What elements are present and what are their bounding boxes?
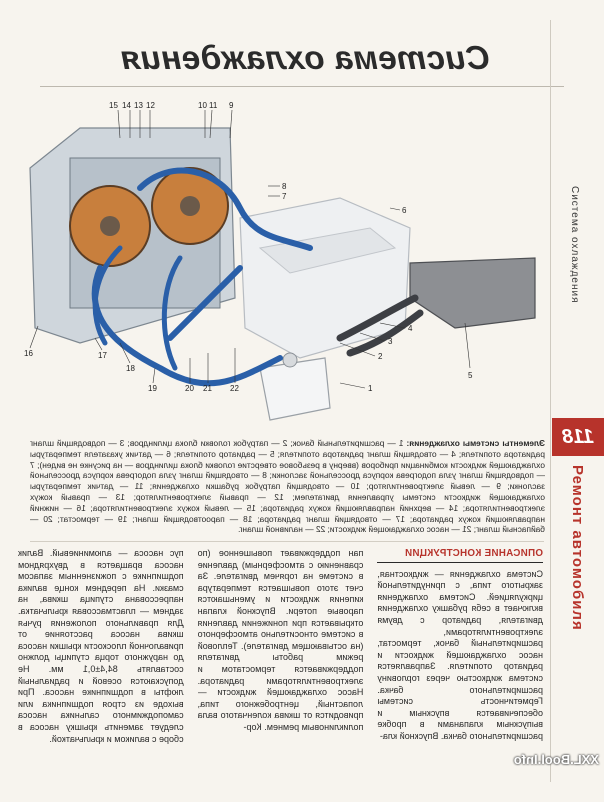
column-1-text: Система охлаждения — жидкостная, закрытого типа, с принудительной циркуляцией. Система охлаждения включает в себя рубашку охлаждения двигателя, радиатор с двумя электровентиляторами, расширительный бачок, термостат, насос охлаждающей жидкости и радиатор отопителя. Заправляется система жидкостью через горловину расширительного бачка. Герметичность системы обеспечивается впускным и выпускным клапанами в пробке расширительного бачка. Впускной кла-	[377, 568, 543, 741]
column-2-text: пан поддерживает повышенное (по сравнению с атмосферным) давление в системе на горячем двигателе. За счет этого повышается температура кипения жидкости и уменьшаются паровые потери. Впускной клапан открывается при понижении давления в системе относительно атмосферного (на остывающем двигателе). Тепловой режим работы двигателя поддерживается термостатом и электровентиляторами радиатора. Насос охлаждающей жидкости — лопастный, центробежного типа, приводится от шкива коленчатого вала поликлиновым ремнем. Кор-	[197, 548, 364, 732]
column-3	[18, 548, 184, 788]
margin-divider	[550, 20, 551, 782]
section-heading: ОПИСАНИЕ КОНСТРУКЦИИ	[377, 548, 543, 563]
callout-20: 20	[185, 384, 194, 393]
callout-16: 16	[24, 349, 33, 358]
page-title: Система охлаждения	[120, 39, 490, 76]
callout-15: 15	[109, 101, 118, 110]
column-2	[198, 548, 364, 788]
callout-10: 10	[198, 101, 207, 110]
callout-12: 12	[146, 101, 155, 110]
callout-4: 4	[408, 324, 413, 333]
column-3-text: пус насоса — алюминиевый. Валик насоса вращается в двухрядном подшипнике с пожизненным запасом смазки. На переднем конце валика напрессована ступица шкива, на заднем — пластмассовая крыльчатка. Для правильного положения ручья шкива насоса расстояние от привалочной плоскости крышки насоса до наружного торца ступицы должно составлять 84,4±0,1 мм. Не допускаются осевой и радиальный люфты в подшипнике насоса. При выходе из строя подшипника или самоподжимного сальника насоса следует заменить крышку насоса в сборе с валиком и крыльчаткой.	[18, 548, 184, 744]
diagram-legend	[30, 438, 545, 538]
callout-2: 2	[378, 352, 383, 361]
callout-19: 19	[148, 384, 157, 393]
callout-6: 6	[402, 206, 407, 215]
title-divider	[40, 86, 564, 87]
callout-7: 7	[282, 192, 287, 201]
heater-radiator	[410, 258, 535, 328]
callout-22: 22	[230, 384, 239, 393]
running-section-title: Система охлаждения	[569, 186, 580, 304]
callout-13: 13	[134, 101, 143, 110]
chapter-title: Ремонт автомобиля	[569, 465, 586, 631]
watermark: XXL.Bool.Info	[513, 752, 599, 767]
callout-5: 5	[468, 371, 473, 380]
expansion-tank	[260, 358, 330, 420]
callout-14: 14	[122, 101, 131, 110]
legend-text: 1 — расширительный бачок; 2 — патрубок головки блока цилиндров; 3 — подводящий шланг радиатора отопителя; 4 — отводящий шланг радиатора отопителя; 5 — радиатор отопителя; 6 — датчик указателя температуры охлаждающей жидкости комбинации приборов (вверну в резьбовое отверстие головки блока цилиндров — на рисунке не виден); 7 — подводящий шланг узла подогрева корпуса дроссельной заслонки; 8 — отводящий шланг узла подогрева корпуса дроссельной заслонки; 9 — левый электровентилятор; 10 — отводящий патрубок рубашки охлаждения; 11 — датчик температуры охлаждающей жидкости системы управления двигателем; 12 — правый электровентилятор; 13 — правый кожух электровентилятора; 14 — верхний направляющий кожух радиатора; 15 — левый кожух электровентилятора; 16 — нижний направляющий кожух радиатора; 17 — отводящий шланг радиатора; 18 — пароотводящий шланг; 19 — термостат; 20 — байпасный шланг; 21 — насос охлаждающей жидкости; 22 — наливной шланг.	[30, 438, 545, 535]
callout-11: 11	[209, 101, 218, 110]
callout-17: 17	[98, 351, 107, 360]
cooling-system-diagram	[10, 98, 540, 446]
callout-1: 1	[368, 384, 373, 393]
callout-3: 3	[388, 337, 393, 346]
callout-21: 21	[203, 384, 212, 393]
callout-8: 8	[282, 182, 287, 191]
body-columns	[18, 548, 543, 788]
callout-18: 18	[126, 364, 135, 373]
page-number: 118	[552, 418, 604, 456]
legend-lead: Элементы системы охлаждения:	[406, 438, 545, 448]
legend-divider	[30, 541, 544, 542]
callout-9: 9	[229, 101, 234, 110]
